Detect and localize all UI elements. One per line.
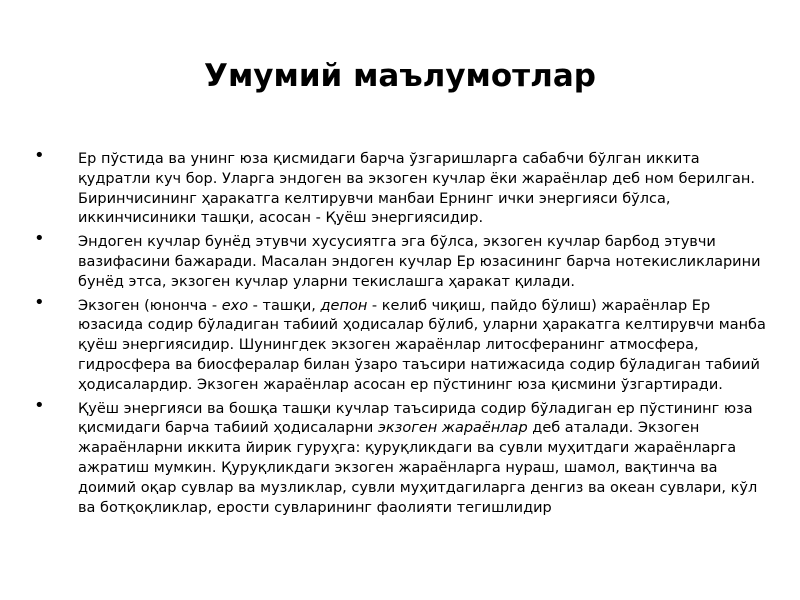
bullet-icon: • xyxy=(34,394,45,416)
bullet-icon: • xyxy=(34,228,45,250)
bullet-item-3 xyxy=(34,291,768,396)
slide-title: Умумий маълумотлар xyxy=(204,58,596,94)
bullet-item-1 xyxy=(34,145,768,229)
bullet-text-part: Қуёш энергияси ва бошқа ташқи кучлар таъсирида содир бўладиган ер пўстининг юза қисмидаги барча табиий ҳодисаларни xyxy=(78,400,753,437)
bullet-item-2 xyxy=(34,228,768,292)
bullet-text-part: - келиб чиқиш, пайдо бўлиш) жараёнлар Ер юзасида содир бўладиган табиий ҳодисалар бўлиб, уларни ҳаракатга келтирувчи манба қуёш энергиясидир. Шунингдек экзоген жараёнлар литосферанинг атмосфера, гидросфера ва биосфералар билан ўзаро таъсири натижасида содир бўладиган табиий ҳодисалардир. Экзоген жараёнлар асосан ер пўстининг юза қисмини ўзгартиради. xyxy=(78,297,766,393)
bullet-text-part: Экзоген (юнонча - xyxy=(78,297,222,314)
bullet-list xyxy=(34,145,768,522)
bullet-item-4 xyxy=(34,394,768,519)
bullet-emphasis-text: депон xyxy=(320,297,368,314)
bullet-text-part: - ташқи, xyxy=(248,297,321,314)
bullet-icon: • xyxy=(34,291,45,313)
bullet-emphasis-text: exo xyxy=(221,297,249,314)
bullet-text: Ер пўстида ва унинг юза қисмидаги барча ўзгаришларга сабабчи бўлган иккита қудратли куч бор. Уларга эндоген ва экзоген кучлар ёки жараёнлар деб ном берилган. Биринчисининг ҳаракатга келтирувчи манбаи Ернинг ички энергияси бўлса, иккинчисиники ташқи, асосан - Қуёш энергиясидир. xyxy=(78,151,755,227)
bullet-icon: • xyxy=(34,145,45,166)
bullet-emphasis-text: экзоген жараёнлар xyxy=(377,420,528,437)
bullet-text: Эндоген кучлар бунёд этувчи хусусиятга эга бўлса, экзоген кучлар барбод этувчи вазифасини бажаради. Масалан эндоген кучлар Ер юзасининг барча нотекисликларини бунёд этса, экзоген кучлар уларни текислашга ҳаракат қилади. xyxy=(78,234,761,290)
bullet-text-part: деб аталади. Экзоген жараёнларни иккита йирик гуруҳга: қуруқликдаги ва сувли муҳитдаги жараёнларга ажратиш мумкин. Қуруқликдаги экзоген жараёнларга нураш, шамол, вақтинча ва доимий оқар сувлар ва музликлар, сувли муҳитдагиларга денгиз ва океан сувлари, кўл ва ботқоқликлар, ерости сувларининг фаолияти тегишлидир xyxy=(78,420,758,516)
